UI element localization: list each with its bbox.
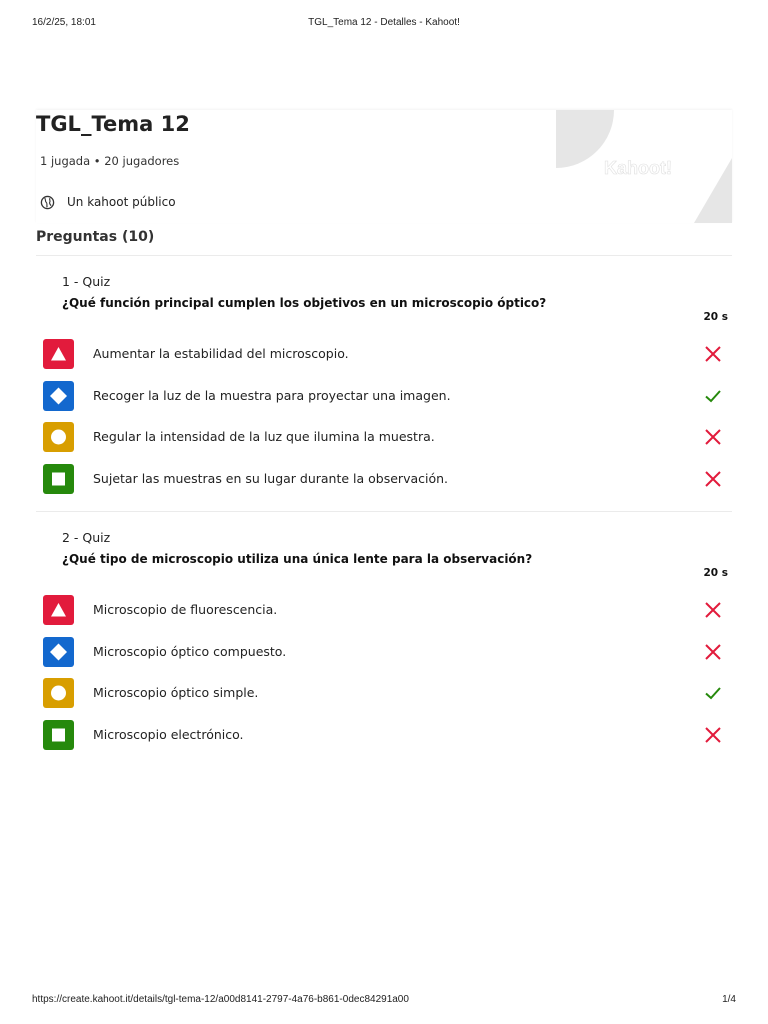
questions-heading: Preguntas (10) xyxy=(36,229,155,245)
circle-icon xyxy=(43,422,74,452)
answer-text: Microscopio óptico compuesto. xyxy=(93,644,287,659)
question-time-limit: 20 s xyxy=(703,567,728,579)
answer-text: Aumentar la estabilidad del microscopio. xyxy=(93,346,349,361)
diamond-icon xyxy=(43,381,74,411)
answer-shape-red xyxy=(43,339,74,369)
incorrect-icon xyxy=(704,428,722,446)
question-text: ¿Qué tipo de microscopio utiliza una única lente para la observación? xyxy=(62,552,533,566)
correct-check-icon xyxy=(704,684,722,702)
kahoot-summary-card xyxy=(36,110,732,223)
answer-text: Regular la intensidad de la luz que ilumina la muestra. xyxy=(93,429,435,444)
answer-shape-red xyxy=(43,595,74,625)
print-date: 16/2/25, 18:01 xyxy=(32,17,96,28)
correct-check-icon xyxy=(704,387,722,405)
square-icon xyxy=(43,464,74,494)
answer-shape-green xyxy=(43,464,74,494)
answer-row xyxy=(43,464,729,494)
question-time-limit: 20 s xyxy=(703,311,728,323)
divider xyxy=(36,255,732,256)
answer-row xyxy=(43,595,729,625)
incorrect-icon xyxy=(704,643,722,661)
answer-shape-blue xyxy=(43,637,74,667)
answer-text: Microscopio óptico simple. xyxy=(93,685,259,700)
answer-row xyxy=(43,381,729,411)
answer-text: Sujetar las muestras en su lugar durante la observación. xyxy=(93,471,449,486)
kahoot-title: TGL_Tema 12 xyxy=(36,112,190,136)
answer-shape-yellow xyxy=(43,678,74,708)
answer-shape-blue xyxy=(43,381,74,411)
kahoot-logo: Kahoot! xyxy=(604,158,672,178)
circle-icon xyxy=(43,678,74,708)
globe-icon xyxy=(40,195,55,210)
question-text: ¿Qué función principal cumplen los objetivos en un microscopio óptico? xyxy=(62,296,547,310)
answer-row xyxy=(43,422,729,452)
incorrect-icon xyxy=(704,726,722,744)
answer-text: Microscopio de fluorescencia. xyxy=(93,602,278,617)
question-block xyxy=(36,530,732,754)
incorrect-icon xyxy=(704,345,722,363)
print-page-number: 1/4 xyxy=(722,994,736,1005)
answer-row xyxy=(43,678,729,708)
triangle-icon xyxy=(43,595,74,625)
question-type: 2 - Quiz xyxy=(62,530,111,545)
incorrect-icon xyxy=(704,470,722,488)
answer-row xyxy=(43,637,729,667)
answer-shape-yellow xyxy=(43,422,74,452)
answer-text: Recoger la luz de la muestra para proyectar una imagen. xyxy=(93,388,451,403)
print-url: https://create.kahoot.it/details/tgl-tema-12/a00d8141-2797-4a76-b861-0dec84291a00 xyxy=(32,994,409,1005)
print-doc-title: TGL_Tema 12 - Detalles - Kahoot! xyxy=(308,17,460,28)
question-block xyxy=(36,274,732,498)
print-header xyxy=(32,17,736,31)
answer-row xyxy=(43,720,729,750)
answer-row xyxy=(43,339,729,369)
answer-text: Microscopio electrónico. xyxy=(93,727,244,742)
diamond-icon xyxy=(43,637,74,667)
kahoot-stats: 1 jugada • 20 jugadores xyxy=(40,154,180,168)
print-footer xyxy=(32,994,736,1008)
question-type: 1 - Quiz xyxy=(62,274,111,289)
kahoot-cover-image xyxy=(556,110,732,223)
visibility-label: Un kahoot público xyxy=(67,195,176,209)
incorrect-icon xyxy=(704,601,722,619)
visibility-row xyxy=(40,193,176,211)
divider xyxy=(36,511,732,512)
triangle-icon xyxy=(43,339,74,369)
answer-shape-green xyxy=(43,720,74,750)
square-icon xyxy=(43,720,74,750)
